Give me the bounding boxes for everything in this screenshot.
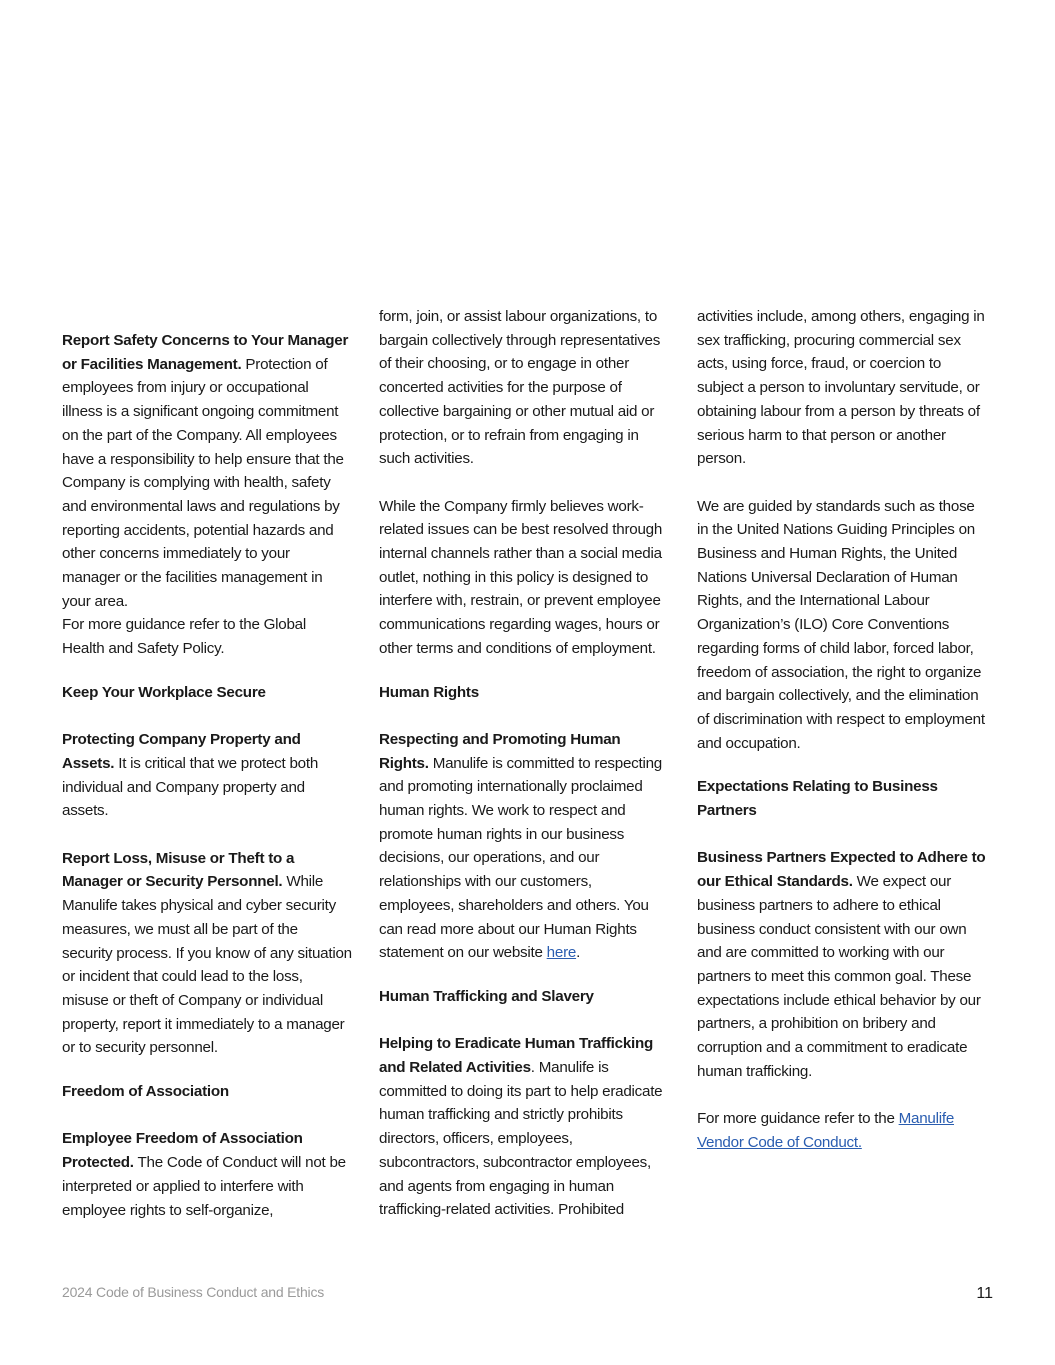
- rights-end: .: [576, 944, 581, 962]
- human-rights-link[interactable]: here: [546, 944, 577, 962]
- freedom-continued: form, join, or assist labour organizations, to bargain collectively through representatives of their choosing, or to engage in other concerted activities for the purpose of collective bargaining or other mutual aid or protection, or to refrain from engaging in such activities.: [379, 308, 661, 468]
- freedom-lead: Employee Freedom of Association Protected.: [62, 1130, 303, 1172]
- footer-document-title: 2024 Code of Business Conduct and Ethics: [62, 1284, 325, 1300]
- rights-heading: Human Rights: [379, 683, 479, 701]
- partners-lead: Business Partners Expected to Adhere to our Ethical Standards.: [697, 849, 986, 891]
- rights-paragraph: [379, 728, 669, 965]
- safety-paragraph: [62, 329, 352, 613]
- secure-heading: Keep Your Workplace Secure: [62, 683, 266, 701]
- freedom-body: The Code of Conduct will not be interpreted or applied to interfere with employee rights to self-organize,: [62, 1154, 346, 1219]
- partners-heading: Expectations Relating to Business Partners: [697, 778, 938, 820]
- rights-body: Manulife is committed to respecting and promoting internationally proclaimed human rights. We work to respect and promote human rights in our business decisions, our operations, and our relationships with our customers, employees, shareholders and others. You can read more about our Human Rights statement on our website: [379, 754, 662, 962]
- page-number: 11: [976, 1285, 993, 1302]
- freedom-heading: Freedom of Association: [62, 1083, 229, 1101]
- column-left: [62, 329, 352, 1222]
- rights-lead: Respecting and Promoting Human Rights.: [379, 730, 621, 772]
- column-middle: [379, 305, 669, 1222]
- safety-body: Protection of employees from injury or occupational illness is a significant ongoing commitment on the part of the Company. All employees have a responsibility to help ensure that the Company is complying with health, safety and environmental laws and regulations by reporting accidents, potential hazards and other concerns immediately to your manager or the facilities management in your area.: [62, 355, 344, 610]
- trafficking-body: . Manulife is committed to doing its part to help eradicate human trafficking and strictly prohibits directors, officers, employees, subcontractors, subcontractor employees, and agents from engaging in human trafficking-related activities. Prohibited: [379, 1059, 663, 1219]
- property-body: It is critical that we protect both individual and Company property and assets.: [62, 754, 319, 820]
- loss-lead: Report Loss, Misuse or Theft to a Manager or Security Personnel.: [62, 849, 295, 891]
- loss-body: While Manulife takes physical and cyber security measures, we must all be part of the security process. If you know of any situation or incident that could lead to the loss, misuse or theft of Company or individual property, report it immediately to a manager or to security personnel.: [62, 873, 352, 1057]
- partners-body: We expect our business partners to adhere to ethical business conduct consistent with our own and are committed to working with our partners to meet this common goal. These expectations include ethical behavior by our partners, a prohibition on bribery and corruption and a commitment to eradicate human trafficking.: [697, 873, 981, 1080]
- trafficking-heading: Human Trafficking and Slavery: [379, 987, 594, 1005]
- trafficking-lead: Helping to Eradicate Human Trafficking and Related Activities: [379, 1035, 654, 1077]
- property-lead: Protecting Company Property and Assets.: [62, 731, 301, 772]
- property-paragraph: [62, 728, 352, 823]
- vendor-guidance-text: For more guidance refer to the: [697, 1110, 899, 1128]
- partners-paragraph: [697, 846, 987, 1083]
- vendor-guidance: [697, 1107, 987, 1154]
- column-right: [697, 305, 987, 1155]
- standards-paragraph: We are guided by standards such as those in the United Nations Guiding Principles on Business and Human Rights, the United Nations Universal Declaration of Human Rights, and the International Labour Organization’s (ILO) Core Conventions regarding forms of child labor, forced labor, freedom of association, the right to organize and bargain collectively, and the elimination of discrimination with respect to employment and occupation.: [697, 497, 985, 752]
- trafficking-continued: activities include, among others, engaging in sex trafficking, procuring commercial sex acts, using force, fraud, or coercion to subject a person to involuntary servitude, or obtaining labour from a person by threats of serious harm to that person or another person.: [697, 308, 985, 468]
- freedom-paragraph: [62, 1127, 352, 1222]
- safety-lead: Report Safety Concerns to Your Manager or Facilities Management.: [62, 332, 349, 373]
- vendor-code-link[interactable]: Manulife Vendor Code of Conduct.: [697, 1110, 955, 1151]
- social-media-paragraph: While the Company firmly believes work-related issues can be best resolved through internal channels rather than a social media outlet, nothing in this policy is designed to interfere with, restrain, or prevent employee communications regarding wages, hours or other terms and conditions of employment.: [379, 497, 663, 657]
- loss-paragraph: [62, 847, 352, 1060]
- safety-guidance: For more guidance refer to the Global Health and Safety Policy.: [62, 616, 307, 658]
- trafficking-paragraph: [379, 1032, 669, 1222]
